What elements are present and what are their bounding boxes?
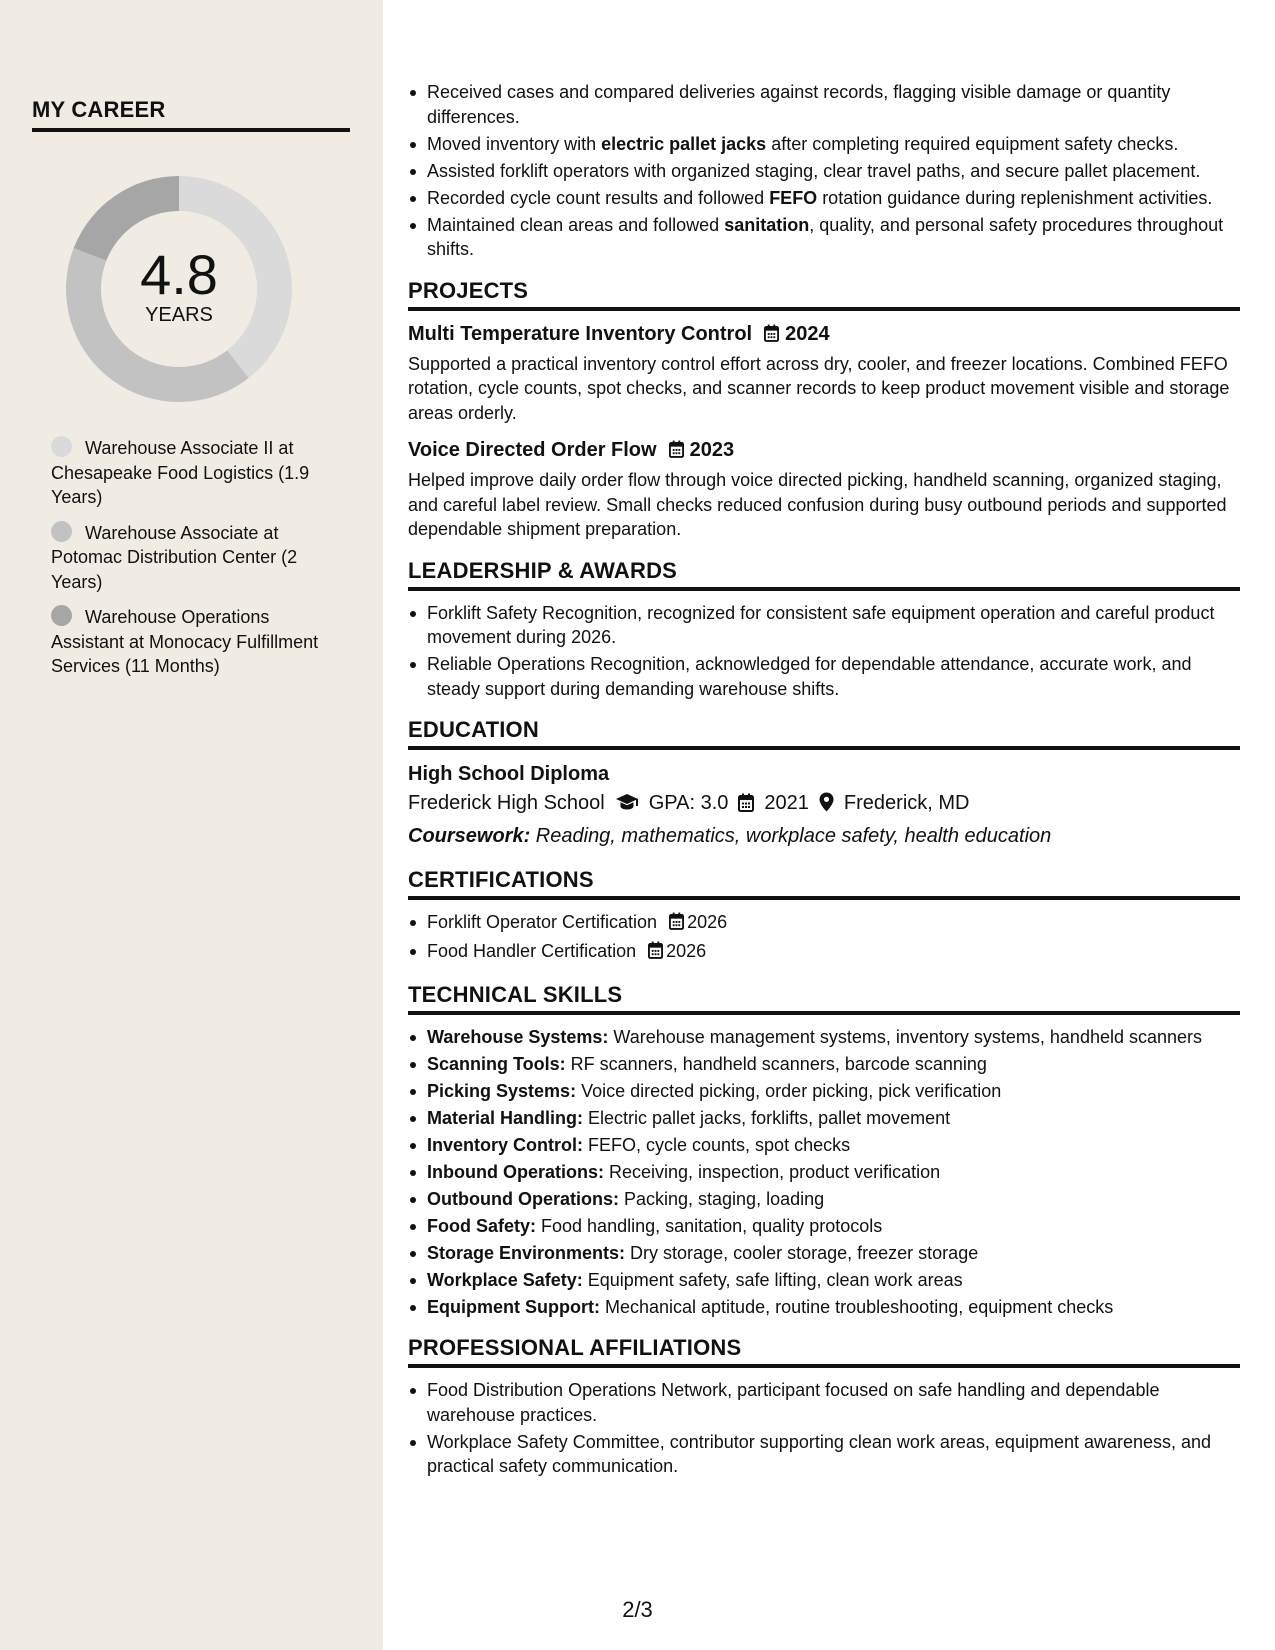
skill-item	[427, 1160, 1240, 1185]
certifications-list	[408, 910, 1240, 966]
skill-item	[427, 1133, 1240, 1158]
bullet-text: , quality, and personal safety procedures throughout shifts.	[427, 214, 1224, 259]
project-year: 2024	[785, 322, 830, 345]
certifications-heading: CERTIFICATIONS	[408, 867, 1240, 900]
legend-dot-icon	[51, 605, 72, 626]
skill-value: RF scanners, handheld scanners, barcode scanning	[565, 1053, 987, 1074]
skill-label: Food Safety:	[427, 1215, 537, 1236]
cert-year: 2026	[687, 912, 728, 932]
affiliations-heading: PROFESSIONAL AFFILIATIONS	[408, 1335, 1240, 1368]
skill-value: Mechanical aptitude, routine troubleshooting, equipment checks	[599, 1296, 1114, 1317]
project-title: Multi Temperature Inventory Control	[408, 322, 753, 345]
projects-heading: PROJECTS	[408, 278, 1240, 311]
skill-value: Electric pallet jacks, forklifts, pallet movement	[583, 1107, 951, 1128]
education-entry	[408, 760, 1240, 851]
skill-label: Warehouse Systems:	[427, 1026, 609, 1047]
calendar-icon	[648, 941, 663, 966]
skill-item	[427, 1052, 1240, 1077]
edu-location: Frederick, MD	[843, 792, 970, 814]
calendar-icon	[738, 791, 754, 821]
legend-dot-icon	[51, 436, 72, 457]
skills-heading: TECHNICAL SKILLS	[408, 982, 1240, 1015]
experience-bullet	[427, 186, 1240, 211]
location-pin-icon	[819, 791, 834, 821]
skill-item	[427, 1295, 1240, 1320]
skill-value: Voice directed picking, order picking, pick verification	[576, 1080, 1002, 1101]
bullet-keyword: FEFO	[769, 187, 818, 208]
edu-details	[408, 788, 1240, 821]
certification-item	[427, 910, 1240, 937]
project-title-row	[408, 321, 1240, 349]
skill-label: Inventory Control:	[427, 1134, 583, 1155]
skill-item	[427, 1025, 1240, 1050]
bullet-keyword: electric pallet jacks	[601, 133, 767, 154]
career-item-label: Warehouse Operations Assistant at Monocacy Fulfillment Services (11 Months)	[51, 607, 319, 676]
career-item-label: Warehouse Associate II at Chesapeake Food Logistics (1.9 Years)	[51, 438, 310, 507]
career-legend	[51, 436, 341, 690]
skill-value: Packing, staging, loading	[618, 1188, 825, 1209]
education-heading: EDUCATION	[408, 717, 1240, 750]
skill-label: Outbound Operations:	[427, 1188, 619, 1209]
career-item-label: Warehouse Associate at Potomac Distribution Center (2 Years)	[51, 522, 298, 592]
skill-label: Picking Systems:	[427, 1080, 577, 1101]
project-title: Voice Directed Order Flow	[408, 439, 657, 461]
cert-name: Forklift Operator Certification	[427, 912, 658, 932]
skill-label: Storage Environments:	[427, 1242, 626, 1263]
experience-bullet	[427, 159, 1240, 184]
experience-bullet	[427, 80, 1240, 129]
skill-item	[427, 1106, 1240, 1131]
total-years-unit: YEARS	[145, 304, 213, 326]
bullet-text: after completing required equipment safety checks.	[766, 133, 1179, 154]
project-description: Supported a practical inventory control effort across dry, cooler, and freezer locations. Combined FEFO rotation, cycle counts, spot checks, and scanner records to keep product movement visible and storage areas orderly.	[408, 353, 1230, 423]
leadership-list	[408, 601, 1240, 702]
skill-item	[427, 1214, 1240, 1239]
graduation-cap-icon	[615, 791, 639, 821]
skill-value: Food handling, sanitation, quality protocols	[536, 1215, 883, 1236]
cert-name: Food Handler Certification	[427, 941, 637, 961]
page-number: 2/3	[622, 1597, 653, 1622]
sidebar-title: MY CAREER	[32, 97, 350, 132]
bullet-text: Maintained clean areas and followed	[427, 214, 725, 235]
skill-label: Material Handling:	[427, 1107, 584, 1128]
bullet-text: Recorded cycle count results and followed	[427, 187, 770, 208]
bullet-keyword: sanitation	[724, 214, 810, 235]
affiliation-item: Food Distribution Operations Network, participant focused on safe handling and dependable warehouse practices.	[427, 1378, 1240, 1427]
project-year: 2023	[689, 439, 735, 461]
skill-value: Equipment safety, safe lifting, clean work areas	[582, 1269, 963, 1290]
certification-item	[427, 939, 1240, 966]
skill-label: Equipment Support:	[427, 1296, 600, 1317]
career-item	[51, 521, 341, 595]
bullet-text: Received cases and compared deliveries against records, flagging visible damage or quantity differences.	[427, 82, 1171, 127]
experience-bullets	[408, 80, 1240, 262]
sidebar	[0, 0, 383, 1650]
total-years-value: 4.8	[140, 243, 218, 306]
skill-value: Warehouse management systems, inventory systems, handheld scanners	[608, 1026, 1203, 1047]
cert-year: 2026	[666, 941, 707, 961]
bullet-text: rotation guidance during replenishment activities.	[817, 187, 1213, 208]
project-description: Helped improve daily order flow through voice directed picking, handheld scanning, organized staging, and careful label review. Small checks reduced confusion during busy outbound periods and supported dependable shipment preparation.	[408, 470, 1227, 539]
legend-dot-icon	[51, 521, 72, 542]
skill-item	[427, 1241, 1240, 1266]
affiliations-list	[408, 1378, 1240, 1479]
bullet-text: Moved inventory with	[427, 133, 602, 154]
edu-school: Frederick High School	[408, 792, 605, 814]
affiliation-item: Workplace Safety Committee, contributor supporting clean work areas, equipment awareness, and practical safety communication.	[427, 1430, 1240, 1479]
project-title-row	[408, 437, 1240, 465]
project-entry	[408, 437, 1240, 542]
main-content	[408, 80, 1240, 1481]
career-donut-chart	[66, 176, 292, 402]
skill-label: Workplace Safety:	[427, 1269, 583, 1290]
bullet-text: Assisted forklift operators with organized staging, clear travel paths, and secure pallet placement.	[427, 160, 1201, 181]
skill-value: Dry storage, cooler storage, freezer storage	[625, 1242, 979, 1263]
edu-year: 2021	[764, 792, 809, 814]
calendar-icon	[669, 912, 684, 937]
skills-list	[408, 1025, 1240, 1320]
projects-list	[408, 321, 1240, 542]
award-item: Reliable Operations Recognition, acknowledged for dependable attendance, accurate work, and steady support during demanding warehouse shifts.	[427, 652, 1240, 701]
skill-item	[427, 1079, 1240, 1104]
calendar-icon	[764, 323, 779, 349]
career-item	[51, 436, 341, 510]
project-entry	[408, 321, 1240, 426]
edu-gpa: GPA: 3.0	[648, 792, 729, 814]
skill-value: Receiving, inspection, product verification	[604, 1161, 941, 1182]
calendar-icon	[669, 439, 684, 465]
edu-degree: High School Diploma	[408, 763, 610, 785]
skill-item	[427, 1187, 1240, 1212]
skill-value: FEFO, cycle counts, spot checks	[583, 1134, 851, 1155]
experience-bullet	[427, 132, 1240, 157]
coursework-text: Reading, mathematics, workplace safety, health education	[530, 825, 1052, 847]
award-item: Forklift Safety Recognition, recognized for consistent safe equipment operation and careful product movement during 2026.	[427, 601, 1240, 650]
skill-label: Scanning Tools:	[427, 1053, 566, 1074]
edu-coursework	[408, 821, 1240, 851]
coursework-label: Coursework:	[408, 825, 531, 847]
experience-bullet	[427, 213, 1240, 262]
skill-label: Inbound Operations:	[427, 1161, 604, 1182]
skill-item	[427, 1268, 1240, 1293]
leadership-heading: LEADERSHIP & AWARDS	[408, 558, 1240, 591]
career-item	[51, 605, 341, 679]
